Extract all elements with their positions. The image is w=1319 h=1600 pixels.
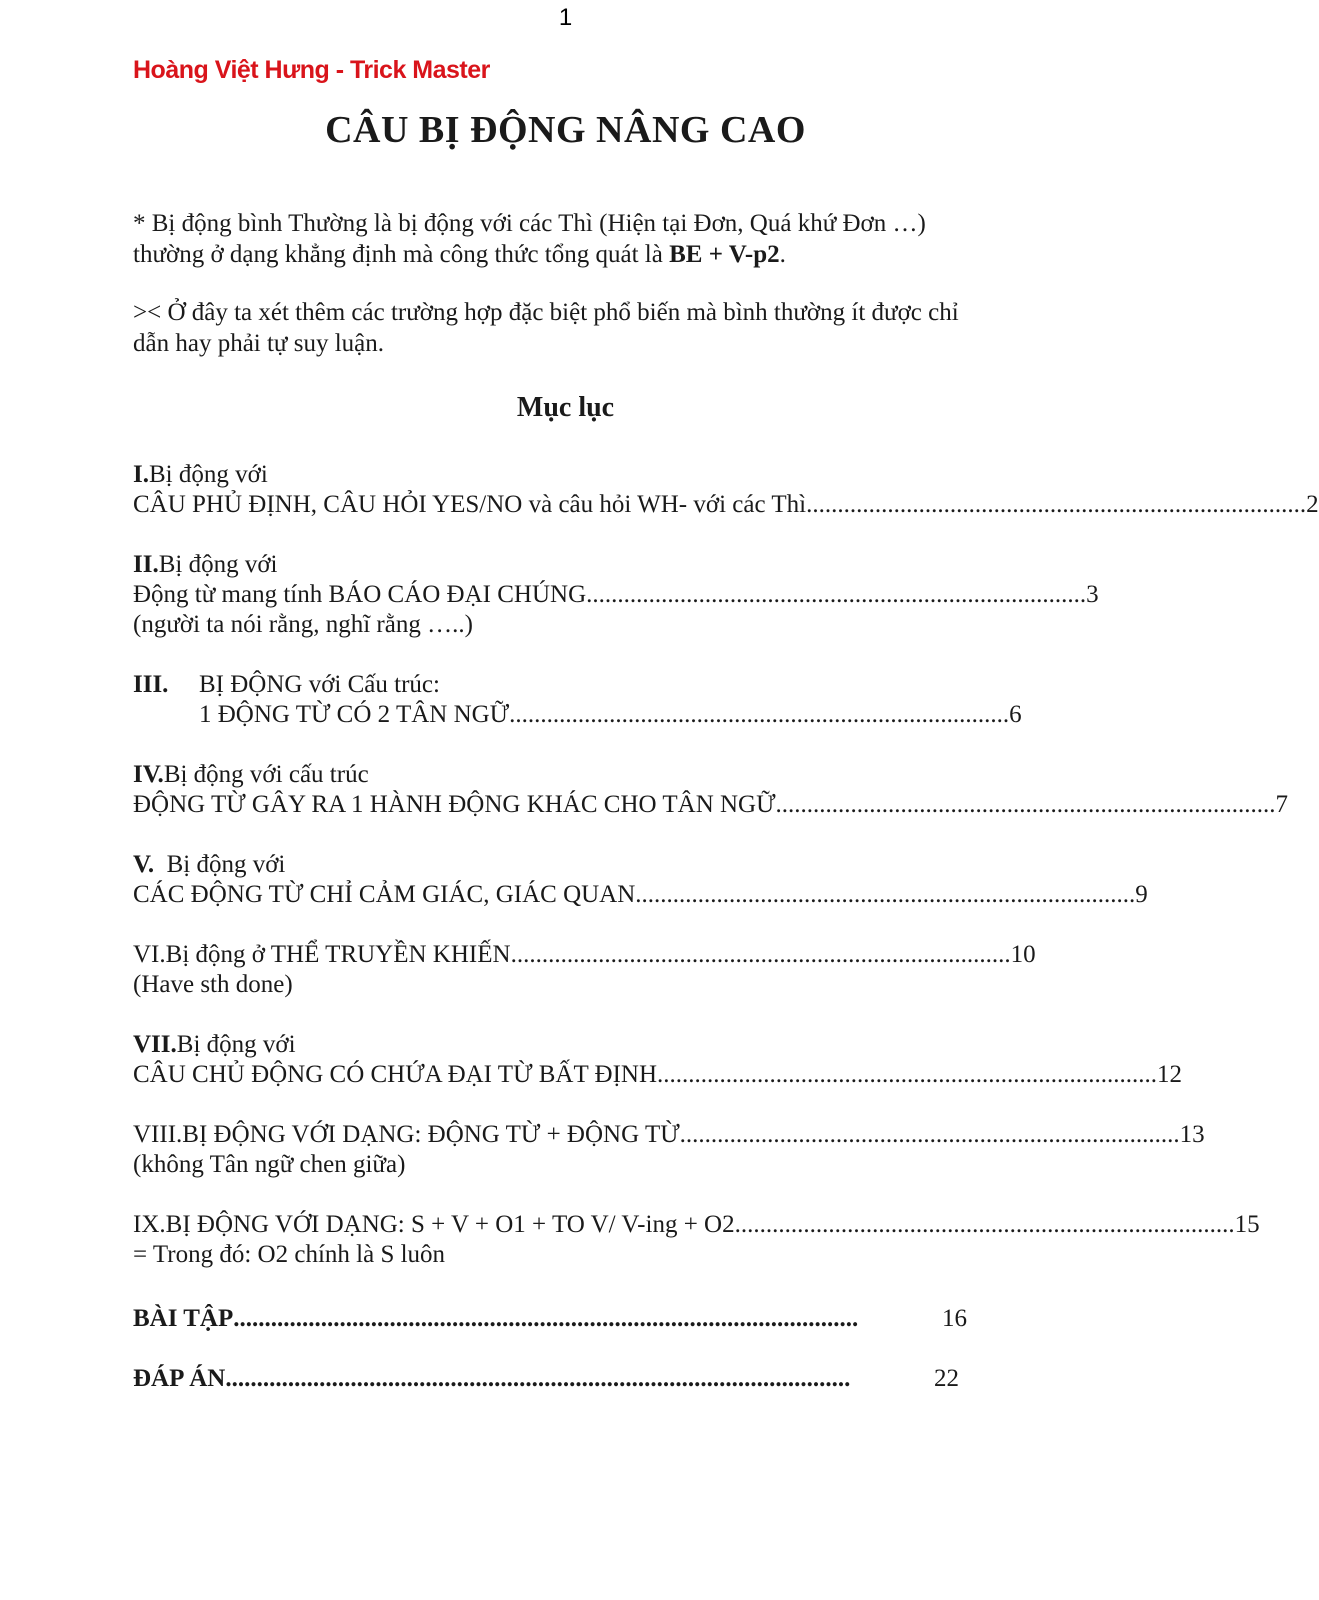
toc-page: 9 xyxy=(1135,881,1148,908)
intro-paragraph-1 xyxy=(133,208,1013,270)
toc-leader: ................................................................................ xyxy=(657,1061,1157,1088)
toc-page: 7 xyxy=(1275,791,1289,818)
toc-page: 15 xyxy=(1234,1211,1260,1238)
toc-page: 12 xyxy=(1157,1061,1182,1088)
toc-note: = Trong đó: O2 chính là S luôn xyxy=(133,1241,446,1268)
toc-entry-6[interactable] xyxy=(133,940,1036,1000)
toc-number: I. xyxy=(133,461,149,488)
toc-leader: ................................................................................ xyxy=(510,941,1011,968)
toc-heading-text: Bị động với xyxy=(154,851,286,878)
toc-title: CÁC ĐỘNG TỪ CHỈ CẢM GIÁC, GIÁC QUAN xyxy=(133,881,636,908)
toc-entry-2[interactable] xyxy=(133,550,1099,640)
toc-leader: ................................................................................ xyxy=(509,701,1010,728)
toc-page: 13 xyxy=(1179,1121,1205,1148)
toc-leader: ................................................................................ xyxy=(734,1211,1235,1238)
toc-heading-text: Bị động với xyxy=(176,1031,296,1058)
toc-page: 16 xyxy=(942,1305,967,1332)
toc-leader: ................................................................................ xyxy=(635,881,1136,908)
toc-title: Động từ mang tính BÁO CÁO ĐẠI CHÚNG xyxy=(133,581,587,608)
document-title: CÂU BỊ ĐỘNG NÂNG CAO xyxy=(325,109,806,151)
toc-number: II. xyxy=(133,551,159,578)
toc-number: VIII. xyxy=(133,1121,183,1148)
intro-line xyxy=(133,239,1013,270)
intro-line: >< Ở đây ta xét thêm các trường hợp đặc biệt phổ biến mà bình thường ít được chỉ xyxy=(133,299,959,326)
intro-text: thường ở dạng khẳng định mà công thức tổng quát là xyxy=(133,241,670,268)
toc-leader: ................................................................................ xyxy=(775,791,1276,818)
toc-number: VI. xyxy=(133,941,166,968)
toc-note: (không Tân ngữ chen giữa) xyxy=(133,1151,406,1178)
toc-page: 6 xyxy=(1009,701,1022,728)
toc-entry-9[interactable] xyxy=(133,1210,1260,1270)
toc-leader: ................................................................................ xyxy=(806,491,1307,518)
toc-title: ĐỘNG TỪ GÂY RA 1 HÀNH ĐỘNG KHÁC CHO TÂN NGỮ xyxy=(133,791,776,818)
toc-entry-3[interactable] xyxy=(133,670,1022,730)
toc-title: BỊ ĐỘNG VỚI DẠNG: S + V + O1 + TO V/ V-ing + O2 xyxy=(165,1211,735,1238)
toc-page: 3 xyxy=(1086,581,1099,608)
toc-leader: .................................................................................................... xyxy=(233,1305,859,1332)
toc-title: BỊ ĐỘNG VỚI DẠNG: ĐỘNG TỪ + ĐỘNG TỪ xyxy=(182,1121,680,1148)
author-header: Hoàng Việt Hưng - Trick Master xyxy=(133,56,490,84)
toc-page: 10 xyxy=(1010,941,1036,968)
page-number: 1 xyxy=(558,4,573,31)
toc-note: (Have sth done) xyxy=(133,971,293,998)
toc-heading-text: BỊ ĐỘNG với Cấu trúc: xyxy=(199,671,440,698)
toc-number: IX. xyxy=(133,1211,166,1238)
toc-entry-answers[interactable] xyxy=(133,1364,959,1394)
intro-paragraph-2 xyxy=(133,297,1013,359)
intro-line: dẫn hay phải tự suy luận. xyxy=(133,330,385,357)
toc-number: IV. xyxy=(133,761,164,788)
toc-number: V. xyxy=(133,851,155,878)
toc-page: 22 xyxy=(934,1365,959,1392)
toc-entry-1[interactable] xyxy=(133,460,1319,520)
toc-entry-8[interactable] xyxy=(133,1120,1205,1180)
toc-entry-5[interactable] xyxy=(133,850,1148,910)
toc-title: 1 ĐỘNG TỪ CÓ 2 TÂN NGỮ xyxy=(199,701,510,728)
toc-leader: ................................................................................ xyxy=(586,581,1087,608)
toc-title: Bị động ở THỂ TRUYỀN KHIẾN xyxy=(165,941,511,968)
toc-entry-7[interactable] xyxy=(133,1030,1182,1090)
toc-entry-4[interactable] xyxy=(133,760,1289,820)
toc-number: VII. xyxy=(133,1031,177,1058)
toc-number: III. xyxy=(133,671,169,698)
toc-note: (người ta nói rằng, nghĩ rằng …..) xyxy=(133,611,473,638)
toc-leader: ................................................................................ xyxy=(679,1121,1180,1148)
toc-heading-text: Bị động với cấu trúc xyxy=(163,761,369,788)
toc-title: CÂU PHỦ ĐỊNH, CÂU HỎI YES/NO và câu hỏi WH- với các Thì xyxy=(133,491,807,518)
toc-title: ĐÁP ÁN xyxy=(133,1365,226,1392)
toc-heading-text: Bị động với xyxy=(148,461,268,488)
intro-line: * Bị động bình Thường là bị động với các Thì (Hiện tại Đơn, Quá khứ Đơn …) xyxy=(133,210,926,237)
toc-heading: Mục lục xyxy=(516,392,615,423)
toc-entry-exercises[interactable] xyxy=(133,1304,967,1334)
intro-text: . xyxy=(779,241,786,268)
formula: BE + V-p2 xyxy=(669,241,780,268)
toc-title: BÀI TẬP xyxy=(133,1305,234,1332)
toc-page: 2 xyxy=(1306,491,1319,518)
toc-heading-text: Bị động với xyxy=(158,551,278,578)
toc-leader: .................................................................................................... xyxy=(225,1365,851,1392)
toc-title: CÂU CHỦ ĐỘNG CÓ CHỨA ĐẠI TỪ BẤT ĐỊNH xyxy=(133,1061,657,1088)
